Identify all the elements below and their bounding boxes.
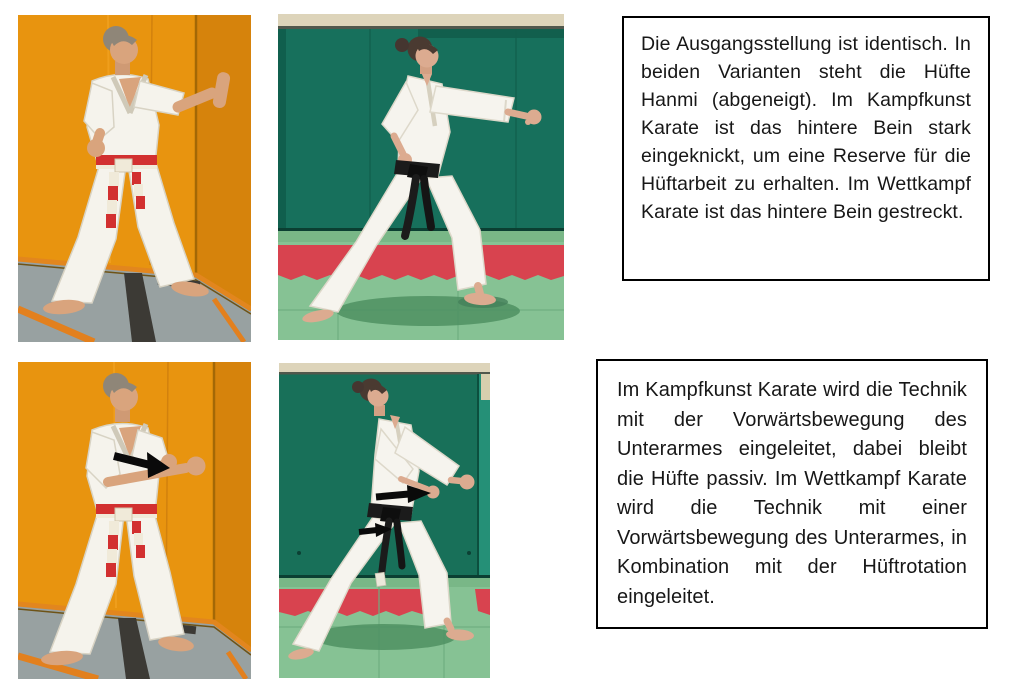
- photo-wettkampf-technique: [279, 363, 490, 678]
- photo-kampfkunst-ready: [18, 15, 251, 342]
- puzzle-mat-floor: [278, 228, 564, 340]
- textbox-stance-text: Die Ausgangsstellung ist identisch. In beiden Varianten steht die Hüfte Hanmi (abgeneigt). Im Kampfkunst Karate ist das hintere Bein stark eingeknickt, um eine Reserve für die Hüftarbeit zu erhalten. Im Wettkampf Karate ist das hintere Bein gestreckt.: [641, 33, 971, 223]
- photo-kampfkunst-technique: [18, 362, 251, 679]
- photo-wettkampf-ready: [278, 14, 564, 340]
- textbox-technique: [596, 359, 988, 629]
- textbox-stance: [622, 16, 990, 281]
- textbox-technique-text: Im Kampfkunst Karate wird die Technik mit der Vorwärtsbewegung des Unterarmes eingeleitet, dabei bleibt die Hüfte passiv. Im Wettkampf Karate wird die Technik mit einer Vorwärtsbewegung des Unterarmes, in Kombination mit der Hüftrotation eingeleitet.: [617, 379, 967, 608]
